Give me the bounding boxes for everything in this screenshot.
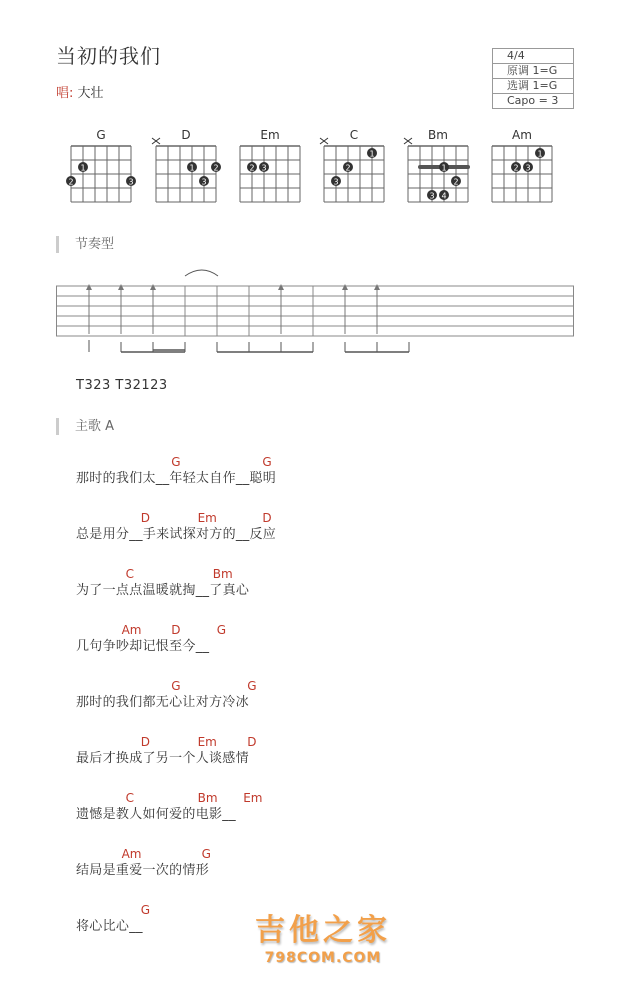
chord-diagram-g <box>68 128 134 187</box>
chord-grid <box>70 130 132 192</box>
finger-number: 3 <box>261 163 267 173</box>
lyric-line <box>76 622 596 656</box>
finger-number: 3 <box>333 177 339 187</box>
chord-diagram-am <box>491 128 553 173</box>
lyric-text: 最后才换成了另一个人谈感情 <box>76 751 249 766</box>
lyric-chord: Em <box>197 511 217 525</box>
strum-arrow-head <box>86 284 92 290</box>
lyric-text: 那时的我们都无心让对方冷冰 <box>76 695 249 710</box>
finger-number: 2 <box>513 163 519 173</box>
info-original-key: 原调 1=G <box>493 64 573 79</box>
chord-grid <box>491 130 553 192</box>
watermark-logo-text: 吉他之家 <box>255 913 391 948</box>
lyric-chord: Am <box>121 847 142 861</box>
watermark-site: 798COM.COM <box>264 950 382 966</box>
info-time-signature: 4/4 <box>493 49 573 64</box>
chord-name: D <box>181 128 191 142</box>
lyric-chord: D <box>140 735 151 749</box>
finger-number: 2 <box>68 177 74 187</box>
song-title: 当初的我们 <box>56 44 161 68</box>
lyric-chord: D <box>171 623 181 637</box>
finger-number: 2 <box>345 163 351 173</box>
singer-line <box>56 82 104 101</box>
lyric-chord: Bm <box>197 791 218 805</box>
tie-arc <box>185 270 218 276</box>
chord-grid <box>407 130 469 201</box>
lyric-chord: G <box>201 847 211 861</box>
lyric-line <box>76 510 596 544</box>
lyric-text: 那时的我们太__年轻太自作__聪明 <box>76 471 277 486</box>
strum-arrow-head <box>118 284 124 290</box>
lyric-chord: D <box>140 511 151 525</box>
chord-row <box>76 678 596 694</box>
chord-grid <box>155 130 217 192</box>
chord-name: G <box>96 128 106 142</box>
lyric-chord: Em <box>197 735 217 749</box>
finger-number: 3 <box>525 163 531 173</box>
watermark <box>248 912 398 966</box>
lyric-chord: G <box>216 623 227 637</box>
chord-name: C <box>349 128 359 142</box>
chord-row <box>76 566 596 582</box>
chord-diagram-em <box>239 128 301 173</box>
song-info-box <box>492 48 574 109</box>
finger-number: 3 <box>128 177 134 187</box>
lyric-chord: D <box>262 511 272 525</box>
singer-label: 唱: <box>56 86 74 101</box>
chord-grid <box>323 130 385 192</box>
chord-name: Bm <box>428 128 448 142</box>
strum-arrow-head <box>150 284 156 290</box>
chord-diagram-d <box>155 128 219 187</box>
chord-name: Em <box>260 128 280 142</box>
finger-number: 1 <box>80 163 86 173</box>
lyric-text: 结局是重爱一次的情形 <box>76 863 210 878</box>
lyric-chord: Am <box>121 623 142 637</box>
chord-grid <box>239 130 301 192</box>
lyric-chord: Bm <box>212 567 233 581</box>
chord-diagram-c <box>323 128 385 187</box>
lyric-line <box>76 790 596 824</box>
finger-number: 3 <box>429 191 435 201</box>
strum-arrow-head <box>342 284 348 290</box>
chord-diagram-bm <box>407 128 469 201</box>
info-chosen-key: 选调 1=G <box>493 79 573 94</box>
lyric-chord: G <box>140 903 151 917</box>
singer-name: 大壮 <box>77 86 104 101</box>
finger-number: 2 <box>453 177 459 187</box>
lyric-line <box>76 566 596 600</box>
lyric-chord: G <box>247 679 257 693</box>
lyric-chord: G <box>262 455 272 469</box>
strum-arrow-head <box>278 284 284 290</box>
chord-row <box>76 734 596 750</box>
lyric-chord: G <box>171 455 181 469</box>
lyric-line <box>76 734 596 768</box>
lyric-chord: C <box>125 791 134 805</box>
lyric-text: 将心比心__ <box>76 919 143 934</box>
lyric-text: 总是用分__手来试探对方的__反应 <box>76 527 277 542</box>
finger-number: 4 <box>441 191 447 201</box>
finger-number: 1 <box>441 163 447 173</box>
lyric-text: 几句争吵却记恨至今__ <box>76 639 210 654</box>
lyric-chord: D <box>247 735 257 749</box>
lyric-text: 为了一点点温暖就掏__了真心 <box>76 583 250 598</box>
staff-lines <box>56 286 574 336</box>
chord-name: Am <box>512 128 532 142</box>
finger-number: 2 <box>213 163 219 173</box>
finger-number: 3 <box>201 177 207 187</box>
section-verse-a-heading: 主歌 A <box>56 418 114 435</box>
finger-number: 1 <box>189 163 195 173</box>
chord-row <box>76 510 596 526</box>
lyric-chord: Em <box>243 791 263 805</box>
lyric-chord: C <box>125 567 134 581</box>
finger-number: 1 <box>369 149 375 159</box>
chord-row <box>76 622 596 638</box>
rhythm-code: T323 T32123 <box>76 378 168 393</box>
strum-arrow-head <box>374 284 380 290</box>
lyric-text: 遗憾是教人如何爱的电影__ <box>76 807 236 822</box>
rhythm-pattern-staff <box>56 266 576 356</box>
chord-row <box>76 846 596 862</box>
chord-row <box>76 454 596 470</box>
info-capo: Capo = 3 <box>493 94 573 109</box>
rhythm-notes <box>86 284 409 352</box>
lyric-line <box>76 846 596 880</box>
lyric-line <box>76 678 596 712</box>
lyric-chord: G <box>171 679 181 693</box>
finger-number: 1 <box>537 149 543 159</box>
finger-number: 2 <box>249 163 255 173</box>
section-rhythm-heading: 节奏型 <box>56 236 114 253</box>
lyric-line <box>76 454 596 488</box>
chord-row <box>76 790 596 806</box>
